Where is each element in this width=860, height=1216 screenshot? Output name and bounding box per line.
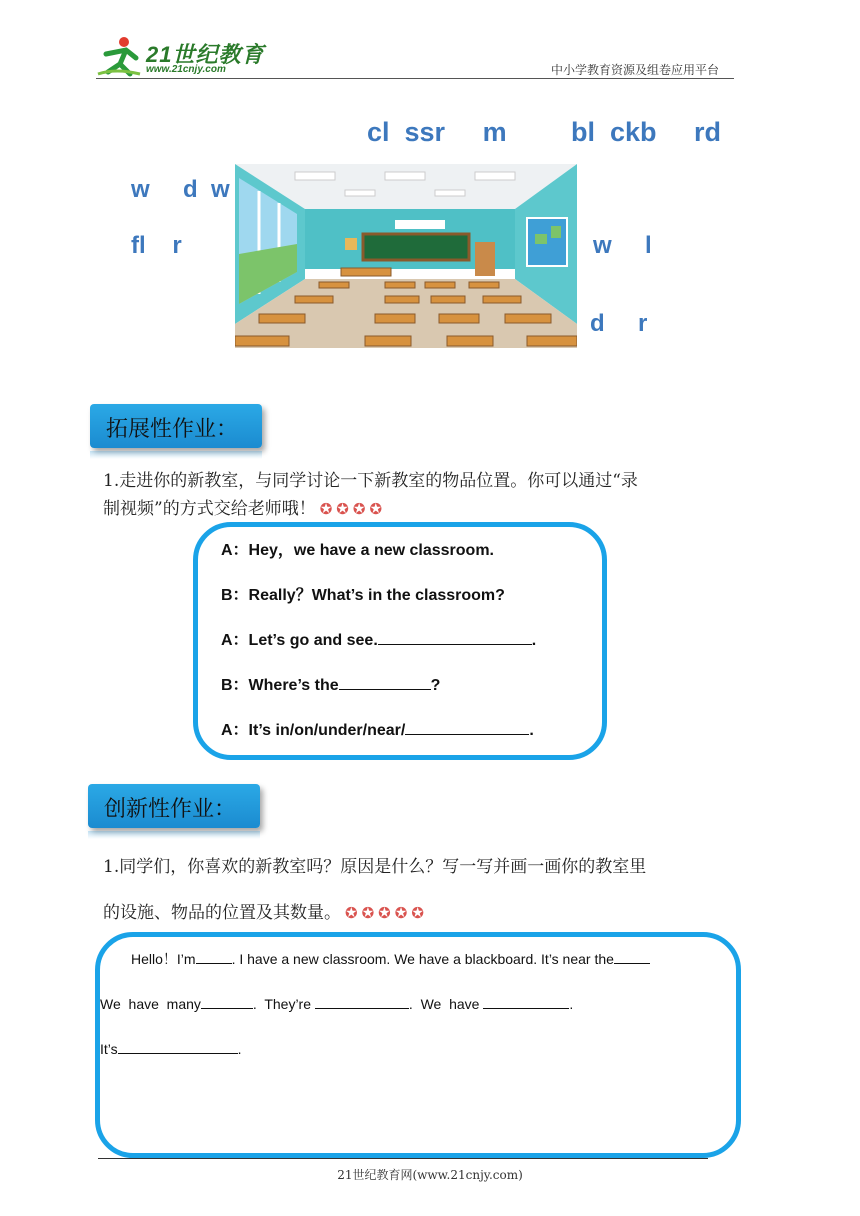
word-wall: w l (593, 232, 652, 259)
answer-blank[interactable] (315, 994, 409, 1009)
dialogue-text: A：Let’s go and see. (221, 632, 378, 649)
dialogue-text: B：Where’s the (221, 677, 339, 694)
section-reflection (90, 451, 262, 459)
answer-blank[interactable] (378, 630, 532, 645)
writing-line-2 (100, 994, 573, 1012)
star-icon: ✪ (411, 904, 424, 922)
writing-text: . (569, 996, 574, 1012)
answer-blank[interactable] (118, 1039, 238, 1054)
writing-text: . They’re (252, 996, 315, 1012)
section-header-extension (90, 404, 262, 448)
star-icon: ✪ (361, 904, 375, 922)
star-icon: ✪ (319, 500, 333, 518)
answer-blank[interactable] (339, 675, 431, 690)
writing-text: We have many (100, 996, 201, 1012)
running-man-icon (96, 34, 146, 78)
answer-blank[interactable] (483, 994, 569, 1009)
answer-blank[interactable] (614, 949, 650, 964)
writing-text: . (237, 1041, 242, 1057)
logo-text: 21世纪教育 (146, 42, 265, 67)
writing-text: Hello！I’m (131, 951, 196, 967)
section-title: 创新性作业： (104, 797, 237, 822)
dialogue-line-5 (221, 717, 534, 740)
star-icon: ✪ (378, 904, 391, 922)
rating-stars (316, 494, 382, 524)
task-line: 制视频”的方式交给老师哦！ (103, 499, 316, 519)
platform-label: 中小学教育资源及组卷应用平台 (551, 63, 720, 77)
writing-line-1 (131, 949, 650, 969)
task-line-with-stars (103, 494, 382, 524)
writing-text: . We have (408, 996, 484, 1012)
dialogue-line-3 (221, 627, 536, 650)
section-header-innovation (88, 784, 260, 828)
classroom-illustration (235, 164, 577, 348)
star-icon: ✪ (369, 500, 383, 518)
word-window: w d w (131, 176, 230, 203)
word-classroom: cl ssr m (367, 117, 507, 147)
task-line: 1.走进你的新教室，与同学讨论一下新教室的物品位置。你可以通过“录 (103, 471, 638, 491)
punctuation: . (531, 632, 537, 649)
header-divider (96, 78, 734, 79)
dialogue-line-1: A：Hey，we have a new classroom. (221, 542, 495, 559)
punctuation: . (529, 722, 534, 739)
task-line-with-stars (103, 898, 424, 928)
footer-text: 21世纪教育网(www.21cnjy.com) (337, 1168, 523, 1182)
task-line: 1.同学们，你喜欢的新教室吗？原因是什么？写一写并画一画你的教室里 (103, 857, 647, 877)
answer-blank[interactable] (201, 994, 253, 1009)
rating-stars (341, 898, 424, 928)
word-floor: fl r (131, 232, 182, 259)
punctuation: ? (430, 677, 441, 694)
task-line: 的设施、物品的位置及其数量。 (103, 903, 341, 923)
logo-url: www.21cnjy.com (146, 64, 226, 75)
dialogue-line-4 (221, 672, 440, 695)
dialogue-line-2: B：Really？What’s in the classroom? (221, 587, 505, 604)
star-icon: ✪ (336, 500, 349, 518)
star-icon: ✪ (345, 904, 358, 922)
writing-text: . I have a new classroom. We have a blackboard. It’s near the (231, 951, 614, 967)
answer-blank[interactable] (405, 720, 529, 735)
section-reflection (88, 831, 260, 839)
star-icon: ✪ (394, 904, 408, 922)
logo (96, 34, 266, 78)
section-title: 拓展性作业： (106, 417, 239, 442)
dialogue-text: A：It’s in/on/under/near/ (221, 722, 406, 739)
writing-line-3 (100, 1039, 242, 1057)
answer-blank[interactable] (196, 949, 232, 964)
footer-divider (98, 1158, 708, 1159)
star-icon: ✪ (352, 500, 366, 518)
word-door: d r (590, 310, 648, 337)
word-blackboard: bl ckb rd (571, 117, 722, 147)
writing-text: It’s (100, 1041, 118, 1057)
